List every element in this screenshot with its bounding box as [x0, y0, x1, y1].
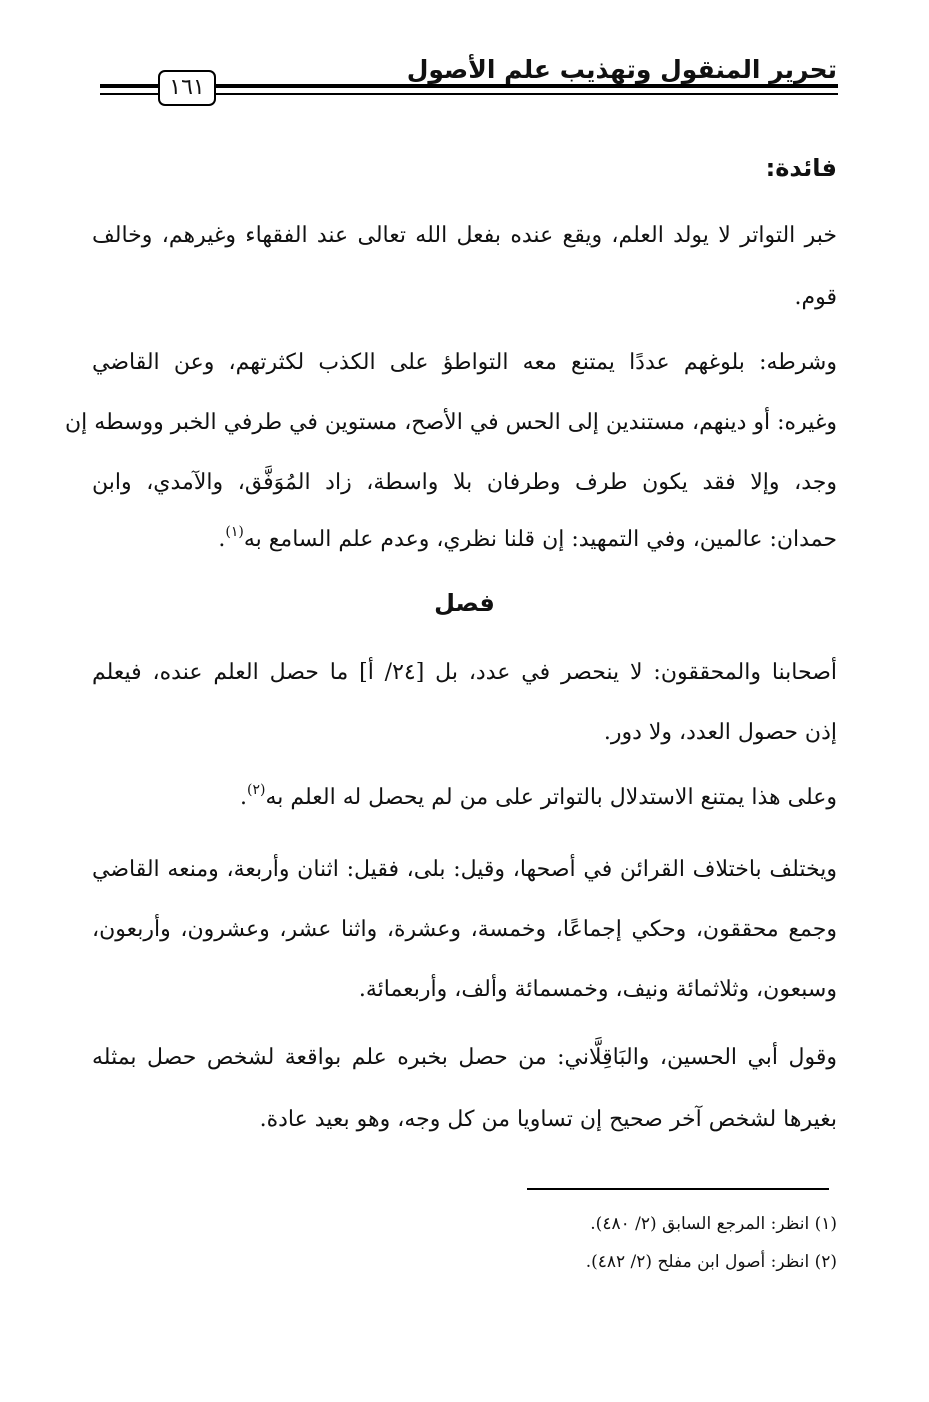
footnote-1: (١) انظر: المرجع السابق (٢/ ٤٨٠). — [590, 1214, 837, 1234]
p6-line-2: بغيرها لشخص آخر صحيح إن تساويا من كل وجه، وهو بعيد عادة. — [259, 1107, 837, 1132]
p2-line-4 — [92, 522, 837, 558]
p3-line-2: إذن حصول العدد، ولا دور. — [603, 720, 837, 745]
footnote-ref-2[interactable]: (٢) — [246, 782, 266, 798]
p2-end-mark: . — [218, 527, 226, 552]
header-rule-left — [100, 84, 158, 88]
footnote-separator — [527, 1188, 829, 1190]
header-rule-left-thin — [100, 93, 158, 95]
p2-line-2: وغيره: أو دينهم، مستندين إلى الحس في الأصح، مستوين في طرفي الخبر ووسطه إن — [65, 410, 837, 435]
p3-line-1: أصحابنا والمحققون: لا ينحصر في عدد، بل [٢٤/ أ] ما حصل العلم عنده، فيعلم — [92, 660, 837, 685]
p4-line-1 — [92, 780, 837, 816]
p2-line-4-text: حمدان: عالمين، وفي التمهيد: إن قلنا نظري، وعدم علم السامع به — [243, 527, 837, 552]
header-rule-right-thin — [216, 93, 838, 95]
header-rule-right — [216, 84, 838, 88]
p5-line-1: ويختلف باختلاف القرائن في أصحها، وقيل: بلى، فقيل: اثنان وأربعة، ومنعه القاضي — [92, 857, 837, 882]
p2-line-3: وجد، وإلا فقد يكون طرف وطرفان بلا واسطة، زاد المُوَفَّق، والآمدي، وابن — [92, 470, 837, 495]
p4-line-1-text: وعلى هذا يمتنع الاستدلال بالتواتر على من لم يحصل له العلم به — [265, 785, 837, 810]
p6-line-1: وقول أبي الحسين، والبَاقِلَّاني: من حصل بخبره علم بواقعة لشخص حصل بمثله — [92, 1045, 837, 1070]
page-number: ١٦١ — [158, 70, 216, 106]
p2-line-1: وشرطه: بلوغهم عددًا يمتنع معه التواطؤ على الكذب لكثرتهم، وعن القاضي — [92, 350, 837, 375]
footnote-ref-1[interactable]: (١) — [225, 524, 244, 540]
footnote-2: (٢) انظر: أصول ابن مفلح (٢/ ٤٨٢). — [585, 1252, 837, 1272]
fasl-heading: فصل — [434, 589, 495, 617]
running-title: تحرير المنقول وتهذيب علم الأصول — [406, 55, 837, 84]
p1-line-2: قوم. — [794, 285, 837, 310]
p5-line-2: وجمع محققون، وحكي إجماعًا، وخمسة، وعشرة، واثنا عشر، وعشرون، وأربعون، — [92, 917, 837, 942]
faida-heading: فائدة: — [765, 154, 837, 182]
p1-line-1: خبر التواتر لا يولد العلم، ويقع عنده بفعل الله تعالى عند الفقهاء وغيرهم، وخالف — [92, 223, 837, 248]
p5-line-3: وسبعون، وثلاثمائة ونيف، وخمسمائة وألف، وأربعمائة. — [358, 977, 837, 1002]
p4-end-mark: . — [239, 785, 247, 810]
